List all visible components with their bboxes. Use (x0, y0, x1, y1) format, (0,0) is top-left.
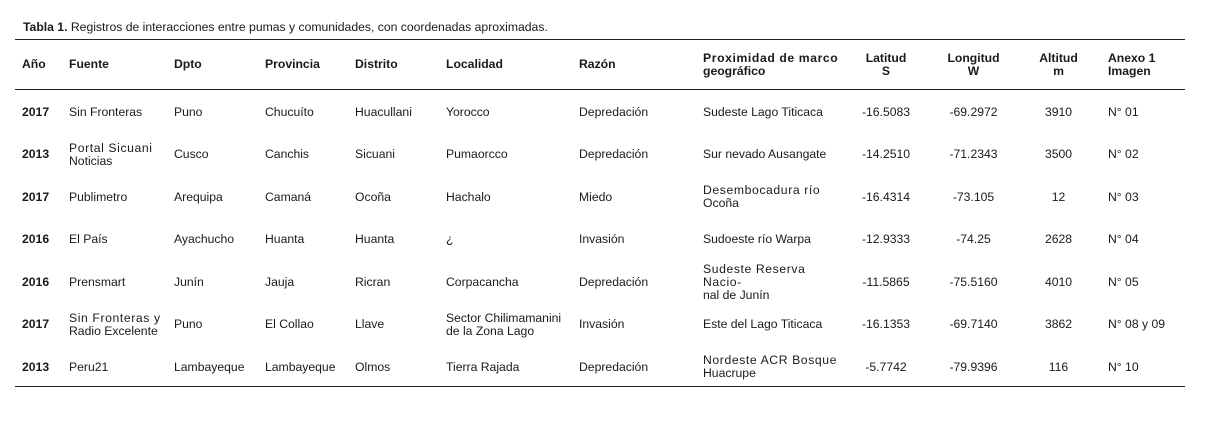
cell-latitud: -5.7742 (865, 359, 907, 374)
cell-dpto: Junín (174, 274, 204, 289)
cell-dpto: Lambayeque (174, 359, 245, 374)
cell-provincia: Lambayeque (265, 359, 336, 374)
header-anio: Año (22, 57, 46, 71)
cell-proximidad (696, 219, 841, 262)
table-row (15, 261, 1185, 304)
table-caption-label: Tabla 1. (23, 20, 68, 34)
cell-proximidad-line: Nordeste ACR Bosque (703, 353, 838, 368)
cell-fuente (62, 176, 167, 219)
cell-provincia: Chucuíto (265, 104, 314, 119)
header-proximidad-line1: Proximidad de marco (703, 50, 839, 65)
table-caption-text: Registros de interacciones entre pumas y comunidades, con coordenadas aproximadas. (67, 20, 548, 34)
cell-proximidad (696, 304, 841, 347)
cell-distrito: Llave (355, 317, 385, 332)
cell-altitud: 116 (1048, 359, 1069, 374)
cell-proximidad (696, 134, 841, 177)
cell-distrito: Olmos (355, 359, 391, 374)
cell-anexo: N° 08 y 09 (1108, 317, 1166, 332)
cell-localidad-line: Pumaorcco (446, 147, 508, 162)
cell-localidad-line: Yorocco (446, 104, 490, 119)
header-fuente: Fuente (69, 57, 109, 71)
cell-fuente-line: Noticias (69, 153, 113, 168)
cell-anio: 2013 (22, 359, 50, 374)
cell-altitud: 12 (1051, 189, 1066, 204)
cell-localidad (439, 219, 572, 262)
cell-proximidad (696, 261, 841, 304)
cell-anexo: N° 04 (1108, 232, 1139, 247)
table-row (15, 134, 1185, 177)
cell-fuente-line: Peru21 (69, 359, 109, 374)
table-row (15, 304, 1185, 347)
cell-distrito: Huacullani (355, 104, 412, 119)
cell-latitud: -16.4314 (861, 189, 911, 204)
cell-fuente-line: Prensmart (69, 274, 126, 289)
header-latitud-line2: S (881, 63, 891, 78)
cell-distrito: Huanta (355, 232, 395, 247)
cell-localidad-line: Sector Chilimamanini (446, 310, 562, 325)
cell-localidad (439, 346, 572, 389)
cell-proximidad (696, 89, 841, 134)
cell-fuente-line: Publimetro (69, 189, 128, 204)
interactions-table (15, 40, 1185, 389)
table-body (15, 89, 1185, 389)
cell-provincia: Camaná (265, 189, 312, 204)
cell-localidad-line: Hachalo (446, 189, 491, 204)
cell-razon: Depredación (579, 147, 649, 162)
cell-longitud: -69.2972 (949, 104, 998, 119)
cell-localidad (439, 89, 572, 134)
cell-distrito: Sicuani (355, 147, 395, 162)
table-caption (23, 19, 548, 35)
cell-anexo: N° 03 (1108, 189, 1139, 204)
cell-fuente (62, 261, 167, 304)
cell-provincia: El Collao (265, 317, 314, 332)
header-provincia: Provincia (265, 57, 320, 71)
header-distrito: Distrito (355, 57, 398, 71)
cell-proximidad (696, 346, 841, 389)
cell-proximidad (696, 176, 841, 219)
header-longitud-line1: Longitud (947, 50, 1000, 65)
cell-fuente-line: Sin Fronteras (69, 104, 143, 119)
cell-fuente-line: Sin Fronteras y (69, 310, 161, 325)
cell-fuente (62, 304, 167, 347)
cell-dpto: Puno (174, 104, 203, 119)
cell-longitud: -71.2343 (949, 147, 998, 162)
cell-razon: Invasión (579, 232, 625, 247)
cell-razon: Depredación (579, 359, 649, 374)
cell-localidad-line: Tierra Rajada (446, 359, 520, 374)
cell-longitud: -73.105 (952, 189, 995, 204)
cell-provincia: Canchis (265, 147, 310, 162)
cell-proximidad-line: Ocoña (703, 196, 739, 211)
cell-anio: 2013 (22, 147, 50, 162)
header-altitud (1016, 40, 1101, 89)
cell-proximidad-line: Este del Lago Titicaca (703, 317, 823, 332)
cell-latitud: -16.5083 (861, 104, 911, 119)
cell-altitud: 2628 (1044, 232, 1073, 247)
cell-altitud: 3910 (1044, 104, 1073, 119)
cell-provincia: Huanta (265, 232, 305, 247)
cell-dpto: Arequipa (174, 189, 223, 204)
cell-razon: Miedo (579, 189, 613, 204)
cell-anio: 2016 (22, 274, 50, 289)
header-localidad: Localidad (446, 57, 503, 71)
cell-fuente-line: Radio Excelente (69, 323, 158, 338)
header-anexo-line2: Imagen (1108, 63, 1151, 78)
cell-proximidad-line: Sudeste Reserva Nacio- (703, 261, 806, 289)
table-row (15, 89, 1185, 134)
cell-distrito: Ocoña (355, 189, 391, 204)
header-altitud-line1: Altitud (1039, 50, 1078, 65)
cell-localidad-line: ¿ (446, 232, 454, 247)
header-row (15, 40, 1185, 89)
cell-dpto: Ayachucho (174, 232, 235, 247)
cell-latitud: -11.5865 (862, 274, 910, 289)
cell-fuente (62, 89, 167, 134)
cell-anexo: N° 05 (1108, 274, 1139, 289)
header-razon: Razón (579, 57, 616, 71)
cell-razon: Depredación (579, 104, 649, 119)
cell-proximidad-line: Desembocadura río (703, 183, 821, 198)
cell-proximidad-line: Sur nevado Ausangate (703, 147, 827, 162)
cell-proximidad-line: nal de Junín (703, 287, 770, 302)
cell-fuente (62, 134, 167, 177)
header-anexo (1101, 40, 1185, 89)
header-anexo-line1: Anexo 1 (1108, 50, 1156, 65)
cell-longitud: -79.9396 (949, 359, 998, 374)
cell-altitud: 4010 (1044, 274, 1073, 289)
cell-fuente (62, 346, 167, 389)
cell-latitud: -16.1353 (861, 317, 911, 332)
cell-localidad-line: de la Zona Lago (446, 323, 535, 338)
cell-anio: 2017 (22, 189, 50, 204)
cell-localidad (439, 134, 572, 177)
cell-distrito: Ricran (355, 274, 391, 289)
cell-latitud: -14.2510 (861, 147, 911, 162)
cell-anio: 2017 (22, 104, 50, 119)
cell-localidad-line: Corpacancha (446, 274, 519, 289)
cell-proximidad-line: Sudeste Lago Titicaca (703, 104, 823, 119)
cell-anio: 2016 (22, 232, 50, 247)
cell-fuente (62, 219, 167, 262)
cell-latitud: -12.9333 (861, 232, 911, 247)
cell-altitud: 3862 (1044, 317, 1073, 332)
cell-localidad (439, 261, 572, 304)
header-altitud-line2: m (1053, 63, 1064, 78)
header-proximidad-line2: geográfico (703, 63, 766, 78)
cell-fuente-line: El País (69, 232, 108, 247)
header-longitud (931, 40, 1016, 89)
cell-localidad (439, 176, 572, 219)
cell-provincia: Jauja (265, 274, 295, 289)
cell-dpto: Cusco (174, 147, 209, 162)
table-row (15, 176, 1185, 219)
cell-anio: 2017 (22, 317, 50, 332)
cell-proximidad-line: Huacrupe (703, 366, 756, 381)
table-row (15, 219, 1185, 262)
header-latitud (841, 40, 931, 89)
header-latitud-line1: Latitud (865, 50, 907, 65)
cell-proximidad-line: Sudoeste río Warpa (703, 232, 811, 247)
cell-anexo: N° 10 (1108, 359, 1139, 374)
cell-anexo: N° 01 (1108, 104, 1139, 119)
cell-localidad (439, 304, 572, 347)
cell-razon: Invasión (579, 317, 625, 332)
cell-dpto: Puno (174, 317, 203, 332)
table-row (15, 346, 1185, 389)
cell-razon: Depredación (579, 274, 649, 289)
header-proximidad (696, 40, 841, 89)
cell-longitud: -74.25 (956, 232, 991, 247)
header-dpto: Dpto (174, 57, 202, 71)
header-longitud-line2: W (967, 63, 980, 78)
cell-longitud: -69.7140 (949, 317, 998, 332)
cell-longitud: -75.5160 (949, 274, 998, 289)
cell-fuente-line: Portal Sicuani (69, 140, 153, 155)
cell-anexo: N° 02 (1108, 147, 1139, 162)
cell-altitud: 3500 (1044, 147, 1073, 162)
